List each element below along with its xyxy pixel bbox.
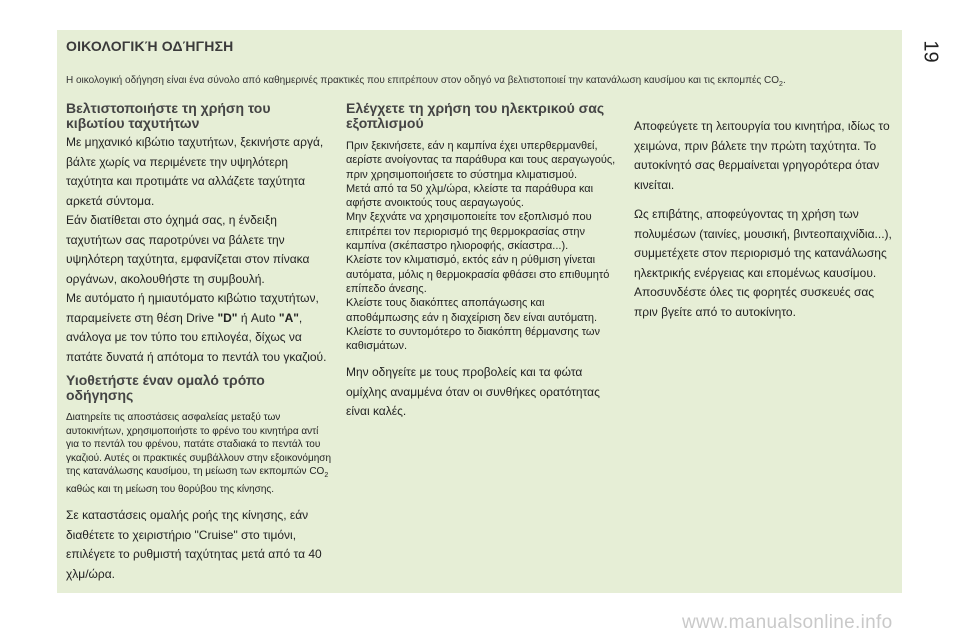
- section-heading-smooth-driving: Υιοθετήστε έναν ομαλό τρόπο οδήγησης: [66, 372, 265, 403]
- paragraph-safety-distances: [66, 411, 331, 496]
- paragraph-cabin-temperature: Μην ξεχνάτε να χρησιμοποιείτε τον εξοπλισμό που επιτρέπει τον περιορισμό της θερμοκρασίας στην καμπίνα (σκέπαστρο ηλιοροφής, σκίαστρα...).: [346, 211, 592, 253]
- column-right: [634, 101, 899, 322]
- intro-subscript: 2: [779, 81, 783, 88]
- paragraph-manual-gearbox: Με μηχανικό κιβώτιο ταχυτήτων, ξεκινήστε αργά, βάλτε χωρίς να περιμένετε την υψηλότερη ταχύτητα και προτιμάτε να αλλάζετε ταχύτητα αρκετά σύντομα.: [66, 135, 324, 208]
- paragraph-headlamps: Μην οδηγείτε με τους προβολείς και τα φώτα ομίχλης αναμμένα όταν οι συνθήκες ορατότητας είναι καλές.: [346, 365, 600, 419]
- text-run: , ανάλογα με τον τύπο του επιλογέα, δίχως να πατάτε δυνατά ή απότομα το πεντάλ του γκαζιού.: [66, 310, 327, 364]
- text-run: Με αυτόματο ή ημιαυτόματο κιβώτιο ταχυτήτων, παραμείνετε στη θέση Drive: [66, 291, 319, 325]
- page-number: 19: [919, 40, 942, 63]
- paragraph-seat-heating: Κλείστε το συντομότερο το διακόπτη θέρμανσης των καθισμάτων.: [346, 325, 600, 353]
- paragraph-defrost: Κλείστε τους διακόπτες αποπάγωσης και αποθάμπωσης εάν η διαχείριση δεν είναι αυτόματη.: [346, 297, 598, 324]
- paragraph-multimedia: Ως επιβάτης, αποφεύγοντας τη χρήση των πολυμέσων (ταινίες, μουσική, βιντεοπαιχνίδια...), συμμετέχετε στον περιορισμό της κατανάλωσης ηλεκτρικής ενέργειας και επομένως καυσίμου.: [634, 207, 892, 280]
- bold-drive: "D": [217, 310, 238, 325]
- column-left: [66, 101, 331, 584]
- page-title: ΟΙΚΟΛΟΓΙΚΉ ΟΔΉΓΗΣΗ: [66, 38, 234, 54]
- intro-text: Η οικολογική οδήγηση είναι ένα σύνολο από καθημερινές πρακτικές που επιτρέπουν στον οδηγό να βελτιστοποιεί την κατανάλωση καυσίμου και τις εκπομπές CO: [66, 75, 780, 86]
- paragraph-cruise-control: Σε καταστάσεις ομαλής ροής της κίνησης, εάν διαθέτετε το χειριστήριο "Cruise" στο τιμόνι, επιλέγετε το ρυθμιστή ταχύτητας μετά από τα 40 χλμ/ώρα.: [66, 508, 322, 581]
- paragraph-windows: Μετά από τα 50 χλμ/ώρα, κλείστε τα παράθυρα και αφήστε ανοικτούς τους αεραγωγούς.: [346, 182, 594, 210]
- paragraph-air-conditioning: Κλείστε τον κλιματισμό, εκτός εάν η ρύθμιση γίνεται αυτόματα, μόλις η θερμοκρασία φθάσει στο επιθυμητό επίπεδο άνεσης.: [346, 254, 610, 295]
- text-run: Διατηρείτε τις αποστάσεις ασφαλείας μεταξύ των αυτοκινήτων, χρησιμοποιήστε το φρένο του κινητήρα αντί για το πεντάλ του φρένου, πατάτε σταδιακά το πεντάλ του γκαζιού. Αυτές οι πρακτικές συμβάλλουν στην εξοικονόμηση της κατανάλωσης καυσίμου, τη μείωση των εκπομπών CO: [66, 412, 332, 477]
- paragraph-automatic-gearbox: [66, 289, 331, 367]
- bold-auto: "A": [278, 310, 299, 325]
- paragraph-ventilation: Πριν ξεκινήσετε, εάν η καμπίνα έχει υπερθερμανθεί, αερίστε ανοίγοντας τα παράθυρα και τους αεραγωγούς, πριν χρησιμοποιήσετε το σύστημα κλιματισμού.: [346, 140, 616, 181]
- text-run: καθώς και τη μείωση του θορύβου της κίνησης.: [66, 483, 275, 495]
- watermark: www.manualsonline.info: [682, 612, 893, 633]
- text-run: ή Auto: [237, 310, 279, 325]
- paragraph-gear-indicator: Εάν διατίθεται στο όχημά σας, η ένδειξη ταχυτήτων σας παροτρύνει να βάλετε την υψηλότερη ταχύτητα, εμφανίζεται στον πίνακα οργάνων, ακολουθήστε τη συμβουλή.: [66, 213, 310, 286]
- column-middle: [346, 101, 616, 422]
- section-heading-electrical: Ελέγχετε τη χρήση του ηλεκτρικού σας εξοπλισμού: [346, 100, 605, 131]
- paragraph-portable-devices: Αποσυνδέστε όλες τις φορητές συσκευές σας πριν βγείτε από το αυτοκίνητο.: [634, 285, 875, 319]
- paragraph-engine-warmup: Αποφεύγετε τη λειτουργία του κινητήρα, ιδίως το χειμώνα, πριν βάλετε την πρώτη ταχύτητα. Το αυτοκίνητό σας θερμαίνεται γρηγορότερα όταν κινείται.: [634, 119, 890, 192]
- intro-end: .: [782, 75, 786, 86]
- intro-paragraph: [66, 75, 896, 88]
- section-heading-gearbox: Βελτιστοποιήστε τη χρήση του κιβωτίου ταχυτήτων: [66, 100, 271, 131]
- subscript: 2: [324, 472, 329, 479]
